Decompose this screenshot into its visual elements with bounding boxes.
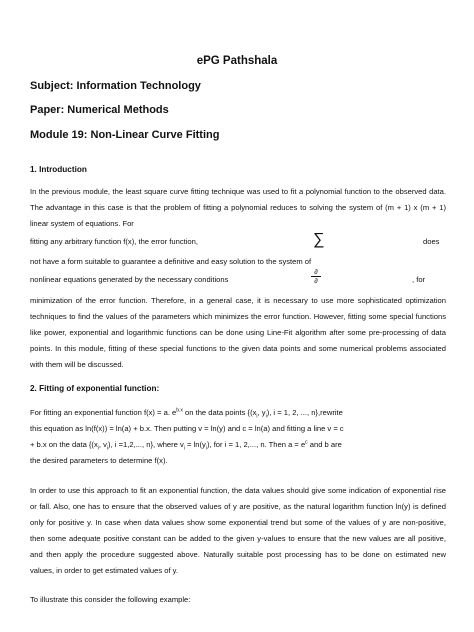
exp-paragraph: In order to use this approach to fit an exponential function, the data values should give some indication of exponential rise or fall. Also, one has to ensure that the observed values of y are positive, as the natural logarithm function ln(y) is defined only for positive y. In case when data values show some exponential trend but some of the values of y are non-positive, then some adequate positive constant can be added to the given y-values to ensure that the new values are all positive, and then apply the procedure suggested above. Naturally suitable post processing has to be done on estimated new values, in order to get estimated values of y. — [30, 486, 446, 575]
error-function-text: fitting any arbitrary function f(x), the error function, — [30, 237, 198, 246]
module-heading: Module 19: Non-Linear Curve Fitting — [30, 129, 220, 141]
error-function-line — [30, 231, 446, 250]
introduction-heading: 1. Introduction — [30, 165, 87, 174]
document-title: ePG Pathshala — [196, 55, 278, 67]
necessary-conditions-line — [30, 272, 446, 288]
error-function-line-end: does — [423, 237, 440, 246]
intro-paragraph-2: minimization of the error function. Therefore, in a general case, it is necessary to use more sophisticated optimization techniques to find the values of the parameters which minimizes the error function. However, fitting some special functions like power, exponential and logarithmic functions can be done using Line-Fit algorithm after some pre-processing of data points. In this module, fitting of these special functions to the given data points and some numerical problems associated with them will be discussed. — [30, 296, 446, 369]
partial-numerator: ∂ — [311, 269, 321, 277]
intro-line-b: not have a form suitable to guarantee a definitive and easy solution to the system of — [30, 257, 312, 266]
subject-heading: Subject: Information Technology — [30, 80, 201, 92]
partial-denominator: ∂ — [314, 278, 318, 285]
exp-line-2: this equation as ln(f(x)) = ln(a) + b.x. Then putting v = ln(y) and c = ln(a) and fitting a line v = c — [30, 424, 344, 433]
necessary-conditions-line-end: , for — [412, 275, 426, 284]
example-intro: To illustrate this consider the following example: — [30, 595, 191, 604]
exponential-fitting-heading: 2. Fitting of exponential function: — [30, 384, 160, 393]
intro-paragraph-1: In the previous module, the least square curve fitting technique was used to fit a polynomial function to the observed data. The advantage in this case is that the problem of fitting a polynomial reduces to solving the system of (m + 1) x (m + 1) linear system of equations. For — [30, 187, 446, 228]
summation-symbol: ∑ — [313, 231, 325, 248]
exp-line-1: For fitting an exponential function f(x) = a. $e^{b.x}$ on the data points {($x_i$, $y_i$), i = 1, 2, ..., n},rewrite — [30, 407, 343, 420]
paper-heading: Paper: Numerical Methods — [30, 104, 169, 116]
exp-line-3: + b.x on the data {($x_i$, $v_i$), i =1,2,..., n}, where $v_i = \ln(y_i)$, for i = 1, 2,..., n. Then $a = e^c$ and b are — [30, 439, 342, 452]
exp-line-4: the desired parameters to determine f(x). — [30, 456, 168, 465]
necessary-conditions-text: nonlinear equations generated by the necessary conditions — [30, 275, 229, 284]
